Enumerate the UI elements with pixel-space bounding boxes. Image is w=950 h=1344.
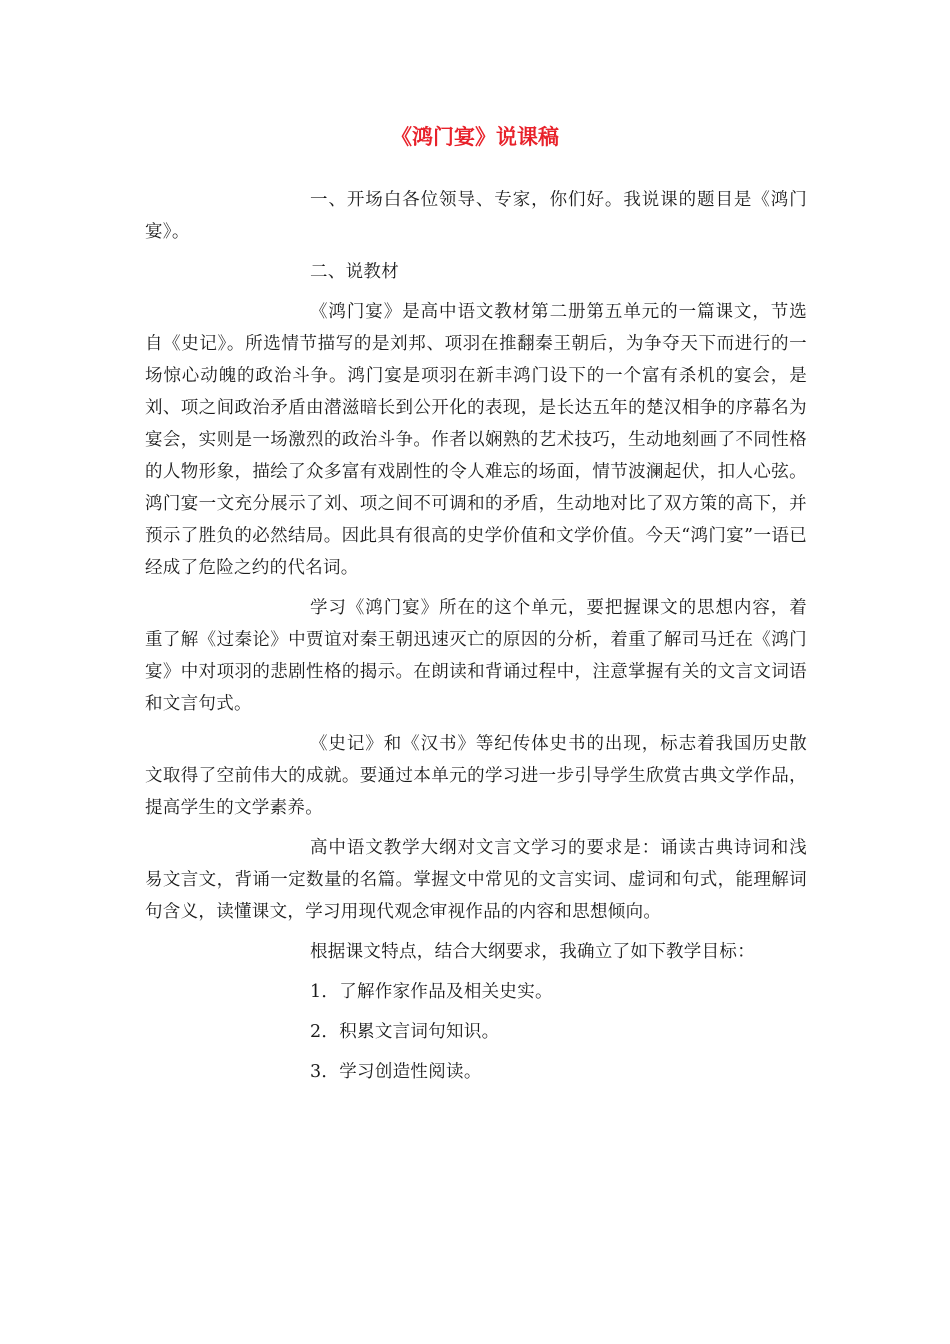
paragraph-syllabus: 高中语文教学大纲对文言文学习的要求是：诵读古典诗词和浅易文言文，背诵一定数量的名篇。掌握文中常见的文言实词、虚词和句式，能理解词句含义，读懂课文，学习用现代观念审视作品的内容和思想倾向。	[145, 838, 807, 922]
section-heading-textbook: 二、说教材	[310, 262, 399, 282]
goal-item: 3．学习创造性阅读。	[310, 1062, 482, 1082]
document-title: 《鸿门宴》说课稿	[391, 125, 559, 149]
paragraph-goals-intro: 根据课文特点，结合大纲要求，我确立了如下教学目标：	[310, 942, 755, 962]
goal-item: 2．积累文言词句知识。	[310, 1022, 500, 1042]
goal-item: 1．了解作家作品及相关史实。	[310, 982, 553, 1002]
paragraph-opening: 一、开场白各位领导、专家，你们好。我说课的题目是《鸿门宴》。	[145, 190, 807, 242]
paragraph-textbook-intro: 《鸿门宴》是高中语文教材第二册第五单元的一篇课文，节选自《史记》。所选情节描写的是刘邦、项羽在推翻秦王朝后，为争夺天下而进行的一场惊心动魄的政治斗争。鸿门宴是项羽在新丰鸿门设下的一个富有杀机的宴会，是刘、项之间政治矛盾由潜滋暗长到公开化的表现，是长达五年的楚汉相争的序幕名为宴会，实则是一场激烈的政治斗争。作者以娴熟的艺术技巧，生动地刻画了不同性格的人物形象，描绘了众多富有戏剧性的令人难忘的场面，情节波澜起伏，扣人心弦。鸿门宴一文充分展示了刘、项之间不可调和的矛盾，生动地对比了双方策的高下，并预示了胜负的必然结局。因此具有很高的史学价值和文学价值。今天“鸿门宴”一语已经成了危险之约的代名词。	[145, 302, 807, 578]
document-body	[145, 184, 807, 1096]
paragraph-historical-prose: 《史记》和《汉书》等纪传体史书的出现，标志着我国历史散文取得了空前伟大的成就。要通过本单元的学习进一步引导学生欣赏古典文学作品，提高学生的文学素养。	[145, 734, 807, 818]
paragraph-unit-study: 学习《鸿门宴》所在的这个单元，要把握课文的思想内容，着重了解《过秦论》中贾谊对秦王朝迅速灭亡的原因的分析，着重了解司马迁在《鸿门宴》中对项羽的悲剧性格的揭示。在朗读和背诵过程中，注意掌握有关的文言文词语和文言句式。	[145, 598, 807, 714]
